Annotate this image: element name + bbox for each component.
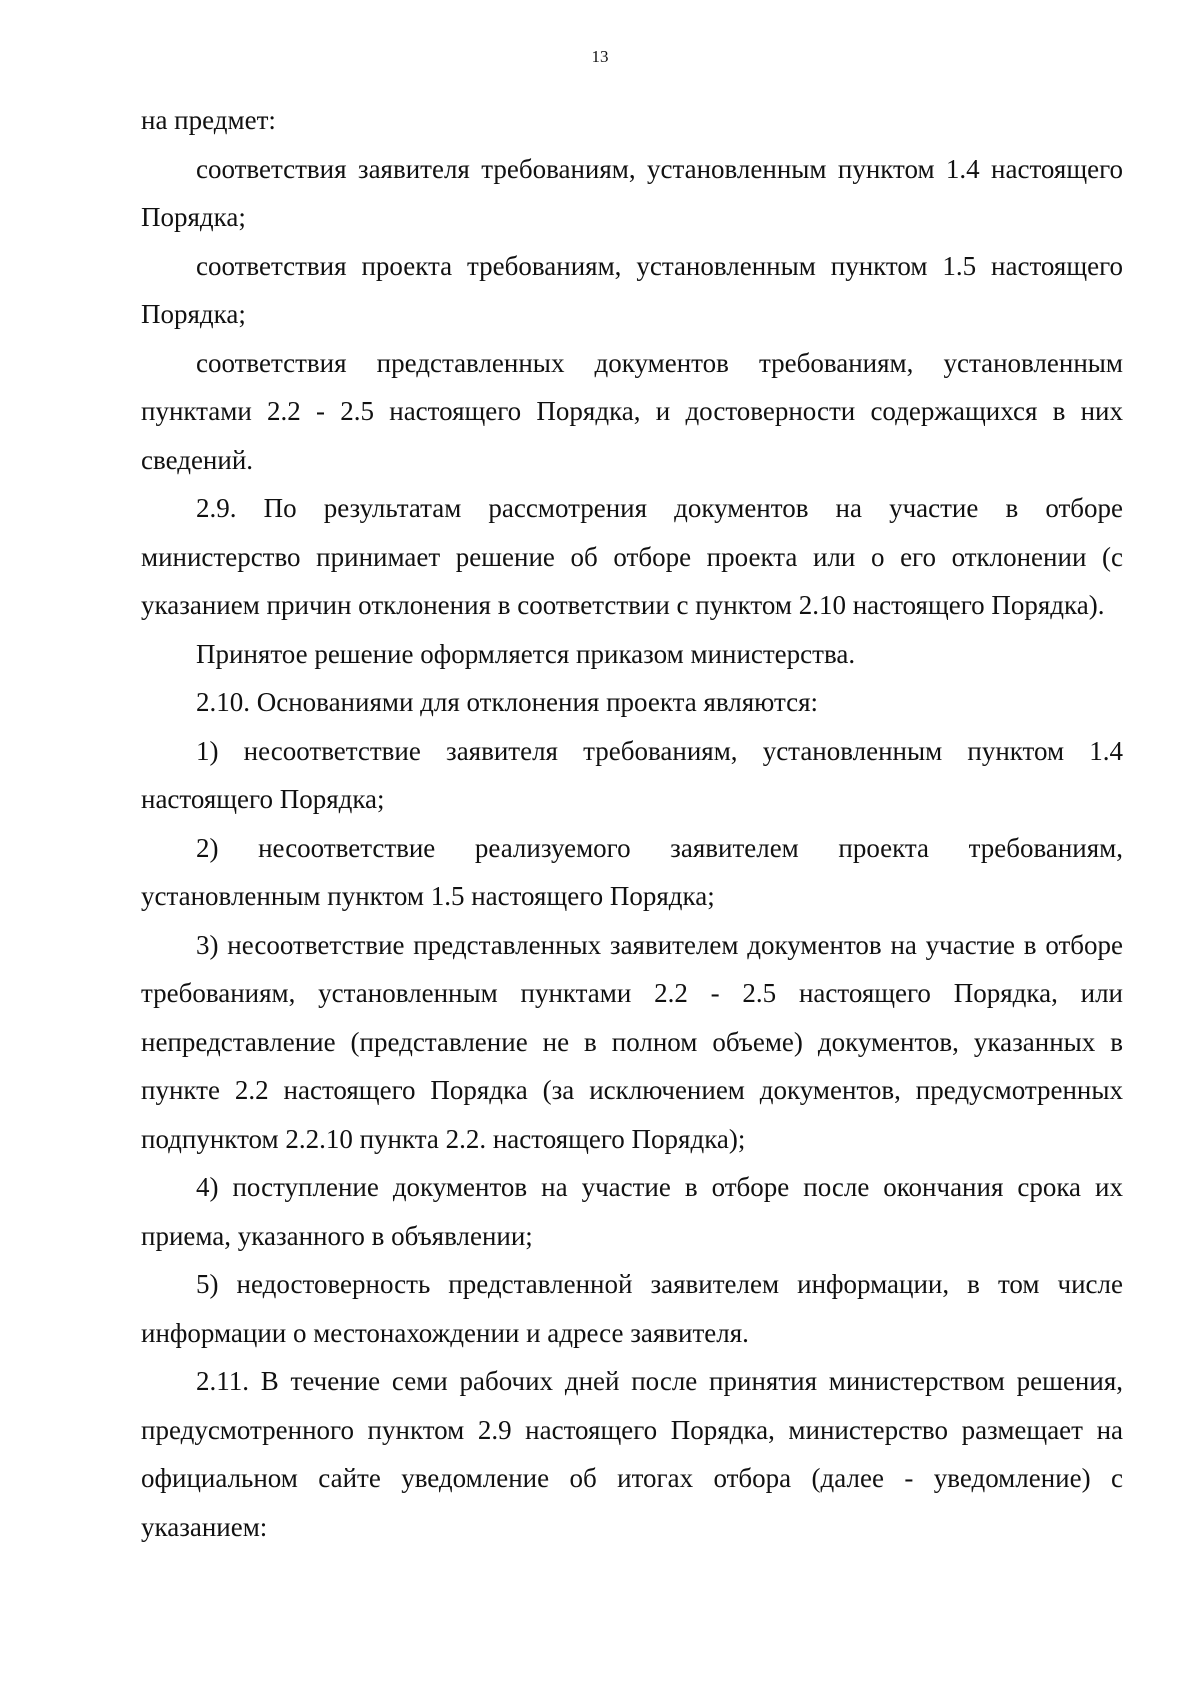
document-body (141, 96, 1123, 1551)
paragraph: 2) несоответствие реализуемого заявителем проекта требованиям, установленным пунктом 1.5 настоящего Порядка; (141, 832, 1123, 911)
paragraph: 2.11. В течение семи рабочих дней после принятия министерством решения, предусмотренного пунктом 2.9 настоящего Порядка, министерство размещает на официальном сайте уведомление об итогах отбора (далее - уведомление) с указанием: (141, 1366, 1123, 1542)
paragraph: 3) несоответствие представленных заявителем документов на участие в отборе требованиям, установленным пунктами 2.2 - 2.5 настоящего Порядка, или непредставление (представление не в полном объеме) документов, указанных в пункте 2.2 настоящего Порядка (за исключением документов, предусмотренных подпунктом 2.2.10 пункта 2.2. настоящего Порядка); (141, 929, 1123, 1154)
paragraph: соответствия представленных документов требованиям, установленным пунктами 2.2 - 2.5 настоящего Порядка, и достоверности содержащихся в них сведений. (141, 347, 1123, 475)
page-number: 13 (591, 47, 609, 66)
paragraph: Принятое решение оформляется приказом министерства. (196, 638, 856, 669)
paragraph: 5) недостоверность представленной заявителем информации, в том числе информации о местонахождении и адресе заявителя. (141, 1269, 1123, 1348)
paragraph: 2.9. По результатам рассмотрения документов на участие в отборе министерство принимает решение об отборе проекта или о его отклонении (с указанием причин отклонения в соответствии с пунктом 2.10 настоящего Порядка). (141, 493, 1123, 620)
paragraph: соответствия заявителя требованиям, установленным пунктом 1.4 настоящего Порядка; (141, 153, 1123, 232)
paragraph: 4) поступление документов на участие в отборе после окончания срока их приема, указанного в объявлении; (141, 1172, 1123, 1251)
paragraph: на предмет: (141, 105, 276, 135)
paragraph: 1) несоответствие заявителя требованиям, установленным пунктом 1.4 настоящего Порядка; (141, 735, 1123, 814)
paragraph: 2.10. Основаниями для отклонения проекта являются: (196, 687, 819, 717)
paragraph: соответствия проекта требованиям, установленным пунктом 1.5 настоящего Порядка; (141, 250, 1123, 329)
